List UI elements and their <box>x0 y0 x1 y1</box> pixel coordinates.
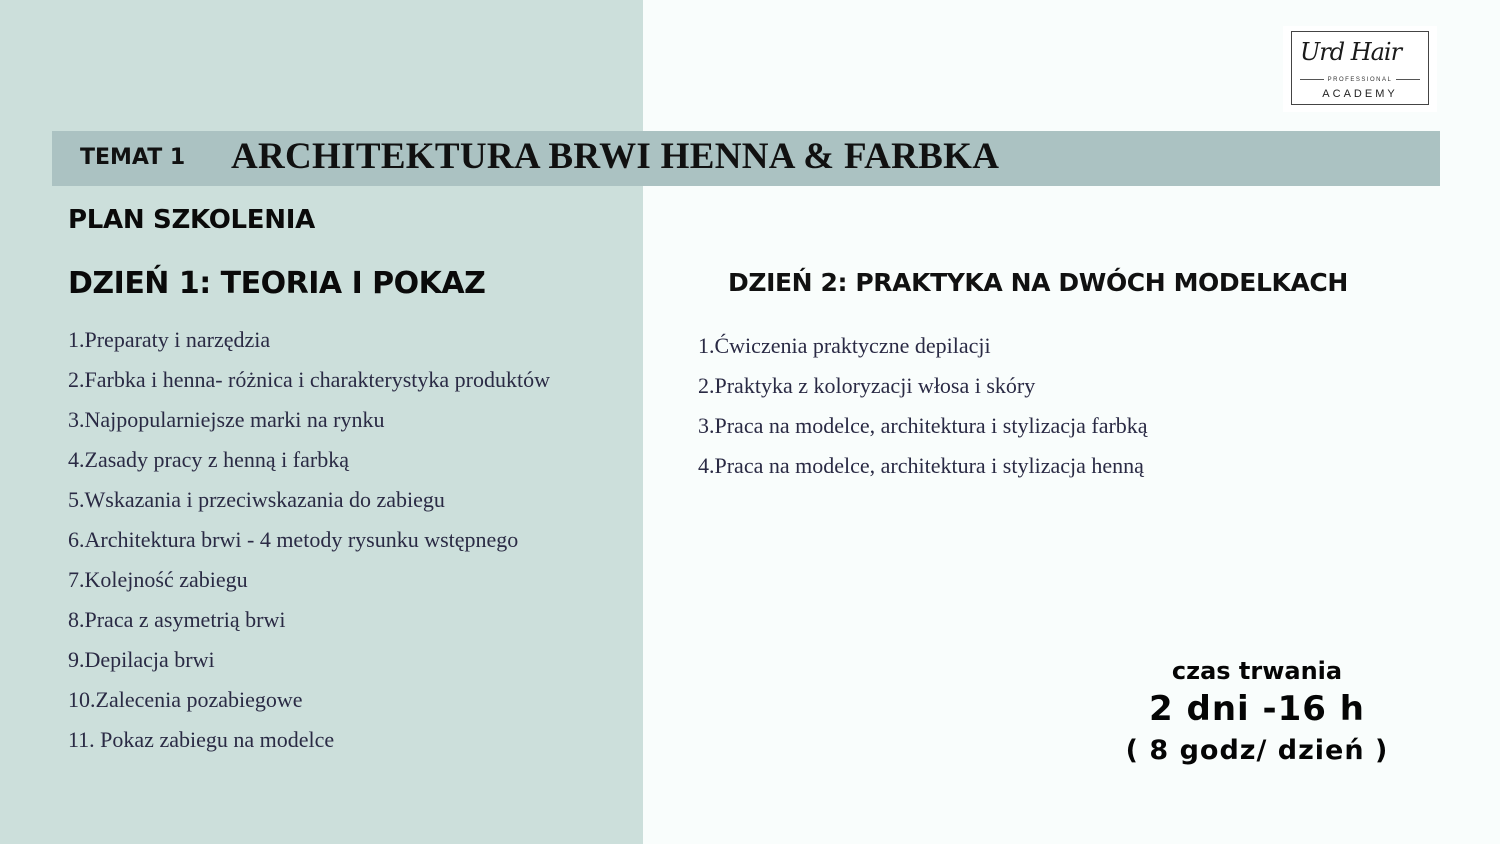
list-item: 5.Wskazania i przeciwskazania do zabiegu <box>68 487 445 512</box>
list-item: 7.Kolejność zabiegu <box>68 567 248 592</box>
logo-frame <box>1291 31 1429 105</box>
list-item: 3.Najpopularniejsze marki na rynku <box>68 407 385 432</box>
academy-logo <box>1283 26 1437 112</box>
list-item: 2.Praktyka z koloryzacji włosa i skóry <box>698 373 1036 398</box>
topic-banner <box>52 131 1440 186</box>
list-item: 2.Farbka i henna- różnica i charakterystyka produktów <box>68 367 550 392</box>
topic-label: TEMAT 1 <box>80 145 186 170</box>
duration-label: czas trwania <box>1171 657 1343 685</box>
list-item: 4.Praca na modelce, architektura i stylizacja henną <box>698 453 1144 478</box>
list-item: 8.Praca z asymetrią brwi <box>68 607 286 632</box>
topic-title: ARCHITEKTURA BRWI HENNA & FARBKA <box>231 136 1000 177</box>
day2-list <box>698 332 1148 492</box>
list-item: 9.Depilacja brwi <box>68 647 215 672</box>
list-item: 1.Ćwiczenia praktyczne depilacji <box>698 333 991 358</box>
logo-subtitle: PROFESSIONAL <box>1292 77 1428 83</box>
logo-academy: ACADEMY <box>1322 88 1398 100</box>
list-item: 3.Praca na modelce, architektura i stylizacja farbką <box>698 413 1148 438</box>
list-item: 6.Architektura brwi - 4 metody rysunku wstępnego <box>68 527 519 552</box>
day1-heading: DZIEŃ 1: TEORIA I POKAZ <box>68 266 486 301</box>
list-item: 1.Preparaty i narzędzia <box>68 327 271 352</box>
day1-list <box>68 326 550 766</box>
day2-heading: DZIEŃ 2: PRAKTYKA NA DWÓCH MODELKACH <box>728 268 1348 297</box>
logo-script: Urd Hair <box>1300 38 1402 66</box>
list-item: 11. Pokaz zabiegu na modelce <box>68 727 335 752</box>
list-item: 4.Zasady pracy z henną i farbką <box>68 447 349 472</box>
plan-heading: PLAN SZKOLENIA <box>68 205 315 235</box>
duration-value: 2 dni -16 h <box>1149 689 1365 729</box>
duration-block <box>1100 655 1414 771</box>
list-item: 10.Zalecenia pozabiegowe <box>68 687 303 712</box>
duration-per-day: ( 8 godz/ dzień ) <box>1125 735 1389 766</box>
